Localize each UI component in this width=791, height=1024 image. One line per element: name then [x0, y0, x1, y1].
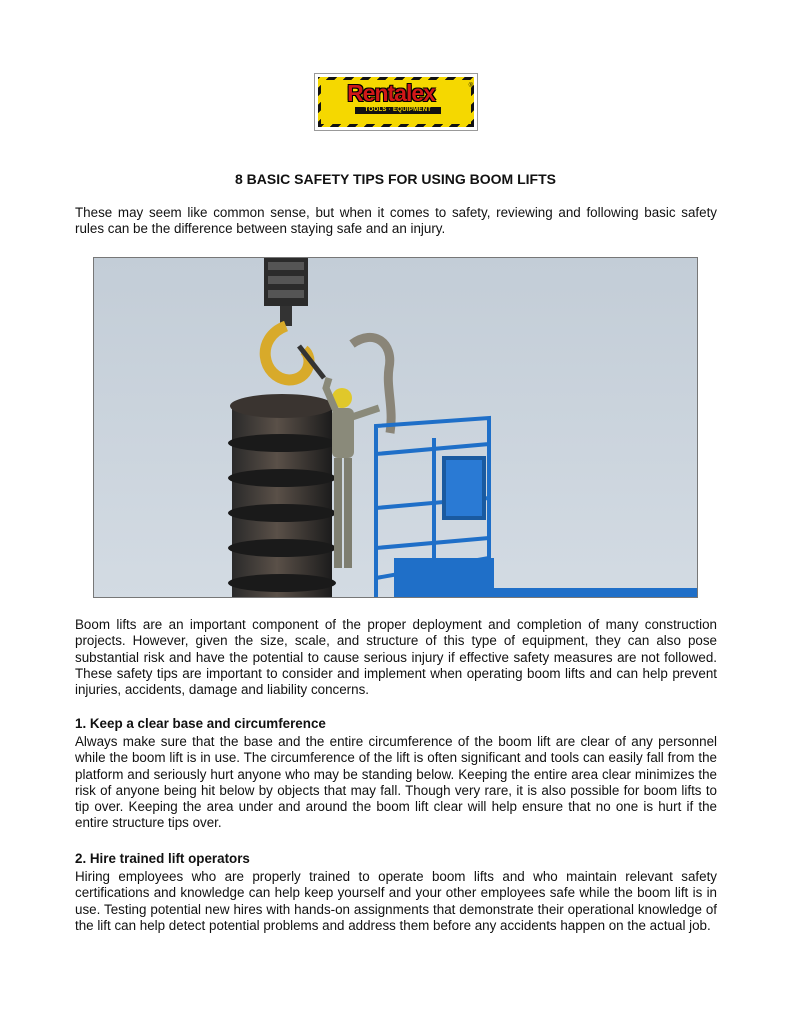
photo-illustration [94, 258, 698, 598]
section-2-text: Hiring employees who are properly trained to operate boom lifts and who maintain relevant safety certifications and knowledge can help keep yourself and your other employees safe while the boom lift is in use. Testing potential new hires with hands-on assignments that demonstrate their operational knowledge of the lift can help detect potential problems and address them before any accidents happen on the actual job. [75, 869, 717, 933]
body-paragraph: Boom lifts are an important component of the proper deployment and completion of many construction projects. However, given the size, scale, and structure of this type of equipment, they can also pose substantial risk and have the potential to cause serious injury if effective safety measures are not followed. These safety tips are important to consider and implement when operating boom lifts and can help prevent injuries, accidents, damage and liability concerns. [75, 617, 717, 698]
company-logo [314, 73, 478, 131]
section-1-heading: 1. Keep a clear base and circumference [75, 716, 326, 731]
logo-tagline: TOOLS · EQUIPMENT [355, 107, 441, 114]
boom-lift-photo [93, 257, 698, 598]
document-title: 8 BASIC SAFETY TIPS FOR USING BOOM LIFTS [235, 171, 556, 187]
logo-registered-mark: ® [468, 83, 473, 89]
intro-paragraph: These may seem like common sense, but when it comes to safety, reviewing and following basic safety rules can be the difference between staying safe and an injury. [75, 205, 717, 237]
wind-tower-section [228, 394, 336, 598]
section-1-text: Always make sure that the base and the entire circumference of the boom lift are clear of any personnel while the boom lift is in use. The circumference of the lift is often significant and tools can easily fall from the platform and seriously hurt anyone who may be standing below. Keeping the entire area clear minimizes the risk of anyone being hit below by objects that may fall. Though very rare, it is also possible for boom lifts to tip over. Keeping the area under and around the boom lift clear will help ensure that no one is hurt if the entire structure tips over. [75, 734, 717, 831]
section-2-heading: 2. Hire trained lift operators [75, 851, 250, 866]
logo-brand-name: Rentalex [347, 80, 435, 106]
